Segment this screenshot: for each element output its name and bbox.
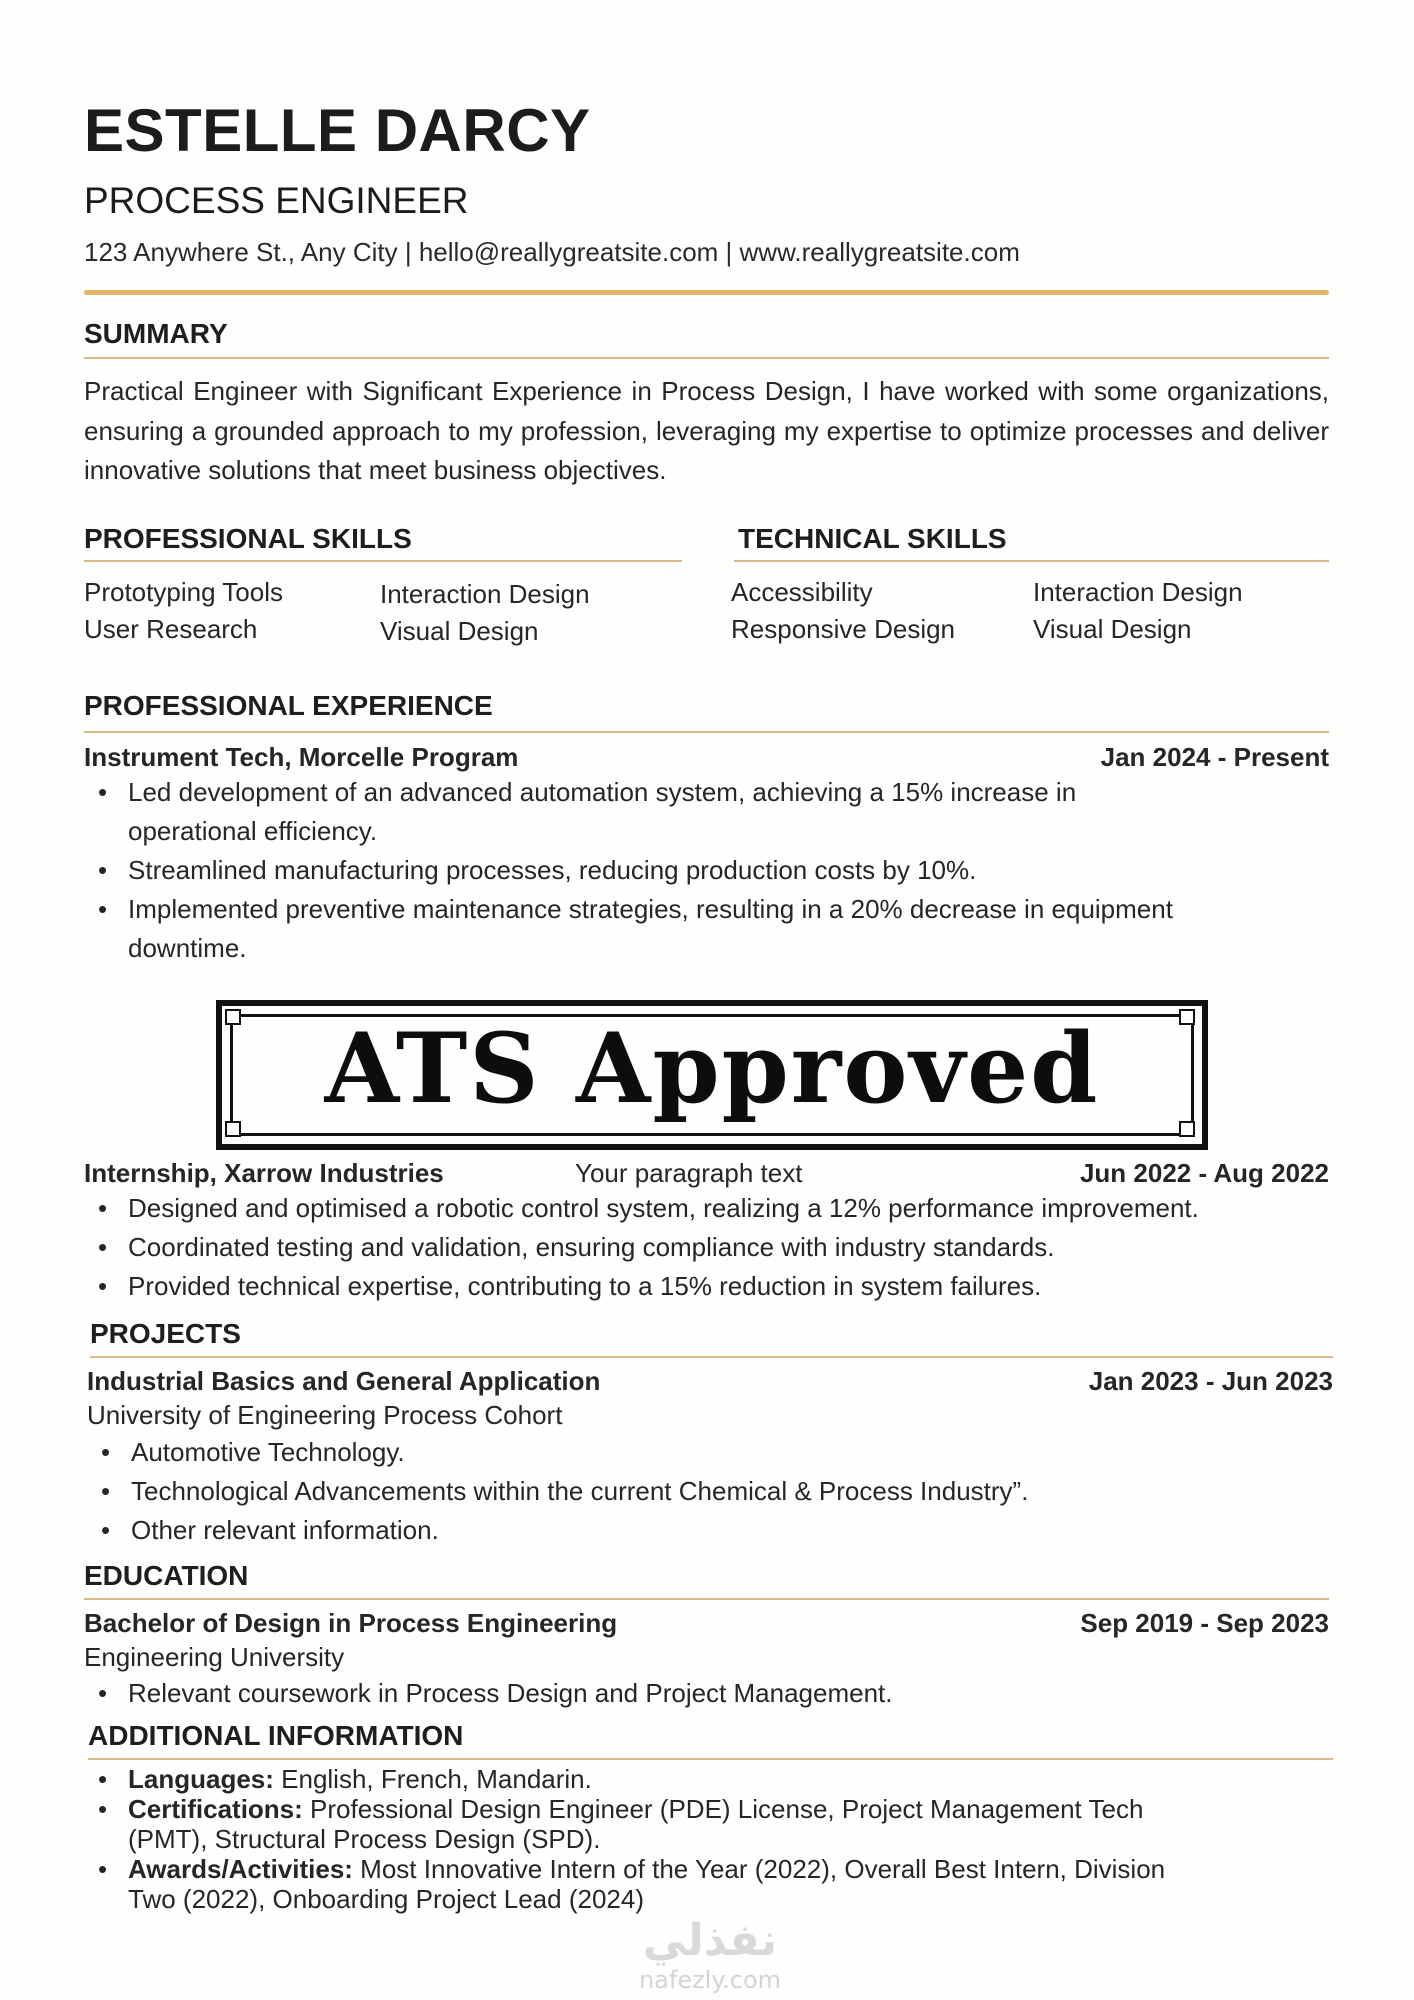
skill-item: User Research xyxy=(84,614,258,644)
bullet-item: • Streamlined manufacturing processes, reducing production costs by 10%. xyxy=(84,851,1173,890)
section-rule xyxy=(84,560,682,562)
summary-text: Practical Engineer with Significant Experience in Process Design, I have worked with some organizations, ensuring a grounded approach to my profession, leveraging my expertise to optimize processes and deliver innovative solutions that meet business objectives. xyxy=(84,376,1329,485)
watermark-logo-url: nafezly.com xyxy=(638,1966,782,1994)
watermark-logo-arabic: نفذلي xyxy=(642,1915,778,1966)
bullet-item: • Designed and optimised a robotic control system, realizing a 12% performance improvement. xyxy=(84,1189,1199,1228)
section-heading-education: EDUCATION xyxy=(84,1560,249,1591)
bullet-text: English, French, Mandarin. xyxy=(273,1764,592,1794)
section-heading-projects: PROJECTS xyxy=(90,1318,241,1349)
bullet-text: Two (2022), Onboarding Project Lead (2024) xyxy=(128,1884,644,1914)
bullet-item: • Other relevant information. xyxy=(87,1511,1028,1550)
ats-approved-stamp: ATS Approved xyxy=(324,1012,1100,1125)
section-rule xyxy=(90,1356,1333,1358)
placeholder-text: Your paragraph text xyxy=(575,1158,803,1188)
job-title: Instrument Tech, Morcelle Program xyxy=(84,742,519,772)
bullet-continuation xyxy=(84,1884,1165,1914)
skill-item: Interaction Design xyxy=(1033,577,1243,607)
project-title: Industrial Basics and General Application xyxy=(87,1366,601,1396)
contact-line: 123 Anywhere St., Any City | hello@reallygreatsite.com | www.reallygreatsite.com xyxy=(84,237,1020,267)
bullet-item xyxy=(84,1854,1165,1884)
section-rule xyxy=(84,1598,1329,1600)
job-dates: Jan 2024 - Present xyxy=(1100,742,1329,772)
project-dates: Jan 2023 - Jun 2023 xyxy=(1088,1366,1333,1396)
section-heading-summary: SUMMARY xyxy=(84,318,228,349)
project-org: University of Engineering Process Cohort xyxy=(87,1400,563,1430)
bullet-item: • Provided technical expertise, contributing to a 15% reduction in system failures. xyxy=(84,1267,1199,1306)
bullet-text: downtime. xyxy=(128,933,247,963)
skill-item: Interaction Design xyxy=(380,579,590,609)
project-bullets xyxy=(87,1433,1028,1550)
bullet-item: • Led development of an advanced automation system, achieving a 15% increase in xyxy=(84,773,1173,812)
skill-item: Prototyping Tools xyxy=(84,577,283,607)
bullet-continuation xyxy=(84,929,1173,968)
job-title: PROCESS ENGINEER xyxy=(84,180,469,221)
bullet-label: Certifications: xyxy=(128,1794,303,1824)
bullet-item: • Technological Advancements within the current Chemical & Process Industry”. xyxy=(87,1472,1028,1511)
degree-title: Bachelor of Design in Process Engineering xyxy=(84,1608,618,1638)
school-name: Engineering University xyxy=(84,1642,345,1672)
bullet-text: operational efficiency. xyxy=(128,816,378,846)
job-bullets xyxy=(84,1189,1199,1306)
bullet-continuation xyxy=(84,1824,1165,1854)
bullet-continuation xyxy=(84,812,1173,851)
job-title: Internship, Xarrow Industries xyxy=(84,1158,444,1188)
section-heading-technical-skills: TECHNICAL SKILLS xyxy=(738,523,1007,554)
section-heading-additional: ADDITIONAL INFORMATION xyxy=(88,1720,464,1751)
section-heading-professional-skills: PROFESSIONAL SKILLS xyxy=(84,523,412,554)
additional-bullets xyxy=(84,1764,1165,1914)
bullet-label: Languages: xyxy=(128,1764,274,1794)
section-rule xyxy=(88,1758,1333,1760)
job-bullets xyxy=(84,773,1173,968)
section-rule xyxy=(734,560,1329,562)
skill-item: Visual Design xyxy=(1033,614,1192,644)
bullet-item xyxy=(84,1794,1165,1824)
ats-stamp xyxy=(216,1000,1208,1150)
skill-item: Responsive Design xyxy=(731,614,956,644)
bullet-label: Awards/Activities: xyxy=(128,1854,353,1884)
bullet-item: • Relevant coursework in Process Design and Project Management. xyxy=(84,1674,893,1713)
skill-item: Accessibility xyxy=(731,577,873,607)
bullet-item xyxy=(84,1764,1165,1794)
education-dates: Sep 2019 - Sep 2023 xyxy=(1080,1608,1329,1638)
section-heading-experience: PROFESSIONAL EXPERIENCE xyxy=(84,690,493,721)
header-divider xyxy=(84,290,1329,295)
bullet-text: Professional Design Engineer (PDE) License, Project Management Tech xyxy=(302,1794,1144,1824)
bullet-item: • Automotive Technology. xyxy=(87,1433,1028,1472)
bullet-text: Most Innovative Intern of the Year (2022), Overall Best Intern, Division xyxy=(352,1854,1166,1884)
skill-item: Visual Design xyxy=(380,616,539,646)
section-rule xyxy=(84,357,1329,359)
job-dates: Jun 2022 - Aug 2022 xyxy=(1079,1158,1329,1188)
education-bullets xyxy=(84,1674,893,1713)
candidate-name: ESTELLE DARCY xyxy=(84,97,591,164)
bullet-item: • Implemented preventive maintenance strategies, resulting in a 20% decrease in equipment xyxy=(84,890,1173,929)
bullet-item: • Coordinated testing and validation, ensuring compliance with industry standards. xyxy=(84,1228,1199,1267)
bullet-text: (PMT), Structural Process Design (SPD). xyxy=(128,1824,601,1854)
section-rule xyxy=(84,731,1329,733)
